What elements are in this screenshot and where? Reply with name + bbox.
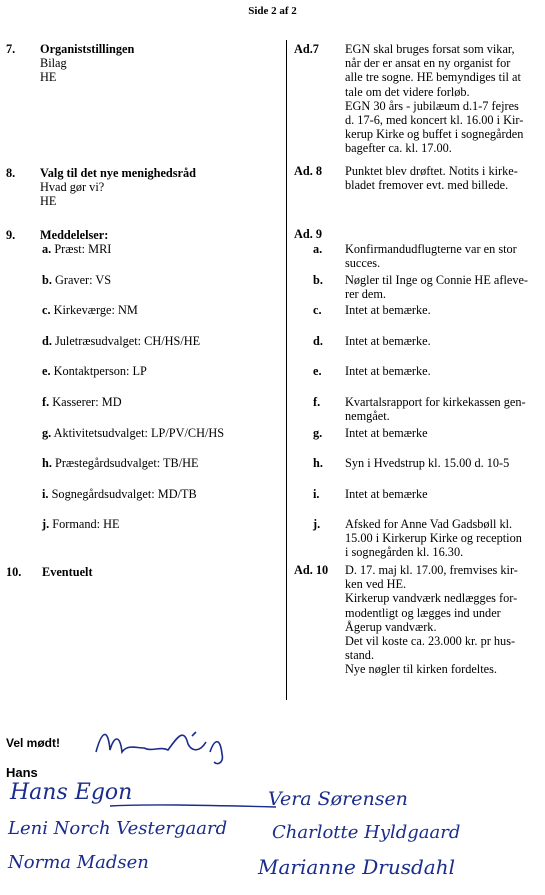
signature-6: Marianne Drusdahl bbox=[258, 855, 455, 879]
meddelelse-h: h. Præstegårdsudvalget: TB/HE bbox=[42, 456, 199, 470]
meddelelse-e: e. Kontaktperson: LP bbox=[42, 364, 147, 378]
ad9-f-text: Kvartalsrapport for kirkekassen gen- nemgået. bbox=[345, 395, 526, 424]
item-7-number: 7. bbox=[6, 42, 16, 56]
item-7-title: Organiststillingen bbox=[40, 42, 135, 56]
ad9-j-text: Afsked for Anne Vad Gadsbøll kl. 15.00 i Kirkerup Kirke og reception i sognegården kl. 16.30. bbox=[345, 517, 522, 560]
sender-name: Hans bbox=[6, 765, 38, 780]
greeting: Vel mødt! bbox=[6, 736, 61, 750]
ad9-i-letter: i. bbox=[313, 487, 320, 501]
handwritten-signature bbox=[88, 722, 248, 768]
ad9-a-text: Konfirmandudflugterne var en stor succes. bbox=[345, 242, 517, 271]
ad9-e-letter: e. bbox=[313, 364, 322, 378]
item-7-initials: HE bbox=[40, 70, 57, 84]
signature-5: Norma Madsen bbox=[8, 852, 149, 873]
signature-3: Leni Norch Vestergaard bbox=[8, 818, 228, 839]
ad9-g-letter: g. bbox=[313, 426, 323, 440]
meddelelse-b: b. Graver: VS bbox=[42, 273, 112, 287]
ad7-label: Ad.7 bbox=[294, 42, 319, 56]
column-divider bbox=[286, 40, 287, 700]
signature-underline bbox=[108, 800, 278, 810]
meddelelse-a: a. Præst: MRI bbox=[42, 242, 112, 256]
page-number: Side 2 af 2 bbox=[248, 5, 297, 17]
ad9-j-letter: j. bbox=[313, 517, 321, 531]
signature-4: Charlotte Hyldgaard bbox=[272, 822, 461, 843]
meddelelse-d: d. Juletræsudvalget: CH/HS/HE bbox=[42, 334, 201, 348]
ad9-c-letter: c. bbox=[313, 303, 322, 317]
signature-1: Hans Egon bbox=[10, 780, 133, 805]
ad9-a-letter: a. bbox=[313, 242, 323, 256]
meddelelse-f: f. Kasserer: MD bbox=[42, 395, 122, 409]
signature-2: Vera Sørensen bbox=[268, 788, 408, 810]
meddelelse-j: j. Formand: HE bbox=[42, 517, 120, 531]
item-10-title: Eventuelt bbox=[42, 565, 93, 579]
ad9-label: Ad. 9 bbox=[294, 227, 323, 241]
item-7-line: Bilag bbox=[40, 56, 67, 70]
item-8-initials: HE bbox=[40, 194, 57, 208]
ad9-b-text: Nøgler til Inge og Connie HE afleve- rer dem. bbox=[345, 273, 529, 302]
ad7-text: EGN skal bruges forsat som vikar, når der er ansat en ny organist for alle tre sogne. HE bemyndiges til at tale om det videre forløb. EGN 30 års - jubilæum d.1-7 fejres d. 17-6, med koncert kl. 16.00 i Kir- kerup Kirke og buffet i sognegården bagefter ca. kl. 17.00. bbox=[345, 42, 524, 156]
item-9-number: 9. bbox=[6, 228, 16, 242]
ad8-label: Ad. 8 bbox=[294, 164, 323, 178]
ad9-h-letter: h. bbox=[313, 456, 323, 470]
meddelelse-c: c. Kirkeværge: NM bbox=[42, 303, 138, 317]
ad10-text: D. 17. maj kl. 17.00, fremvises kir- ken ved HE. Kirkerup vandværk nedlægges for- modentligt og lægges ind under Ågerup vandværk. Det vil koste ca. 23.000 kr. pr hus- stand. Nye nøgler til kirken fordeltes. bbox=[345, 563, 518, 677]
item-8-title: Valg til det nye menighedsråd bbox=[40, 166, 196, 180]
ad9-h-text: Syn i Hvedstrup kl. 15.00 d. 10-5 bbox=[345, 456, 510, 470]
ad9-d-text: Intet at bemærke. bbox=[345, 334, 431, 348]
ad9-i-text: Intet at bemærke bbox=[345, 487, 428, 501]
ad10-label: Ad. 10 bbox=[294, 563, 329, 577]
item-8-number: 8. bbox=[6, 166, 16, 180]
item-9-title: Meddelelser: bbox=[40, 228, 109, 242]
ad9-g-text: Intet at bemærke bbox=[345, 426, 428, 440]
item-10-number: 10. bbox=[6, 565, 22, 579]
ad9-c-text: Intet at bemærke. bbox=[345, 303, 431, 317]
ad9-f-letter: f. bbox=[313, 395, 321, 409]
meddelelse-i: i. Sognegårdsudvalget: MD/TB bbox=[42, 487, 197, 501]
ad8-text: Punktet blev drøftet. Notits i kirke- bladet fremover evt. med billede. bbox=[345, 164, 518, 193]
ad9-b-letter: b. bbox=[313, 273, 323, 287]
meddelelse-g: g. Aktivitetsudvalget: LP/PV/CH/HS bbox=[42, 426, 225, 440]
ad9-e-text: Intet at bemærke. bbox=[345, 364, 431, 378]
ad9-d-letter: d. bbox=[313, 334, 323, 348]
item-8-line: Hvad gør vi? bbox=[40, 180, 105, 194]
